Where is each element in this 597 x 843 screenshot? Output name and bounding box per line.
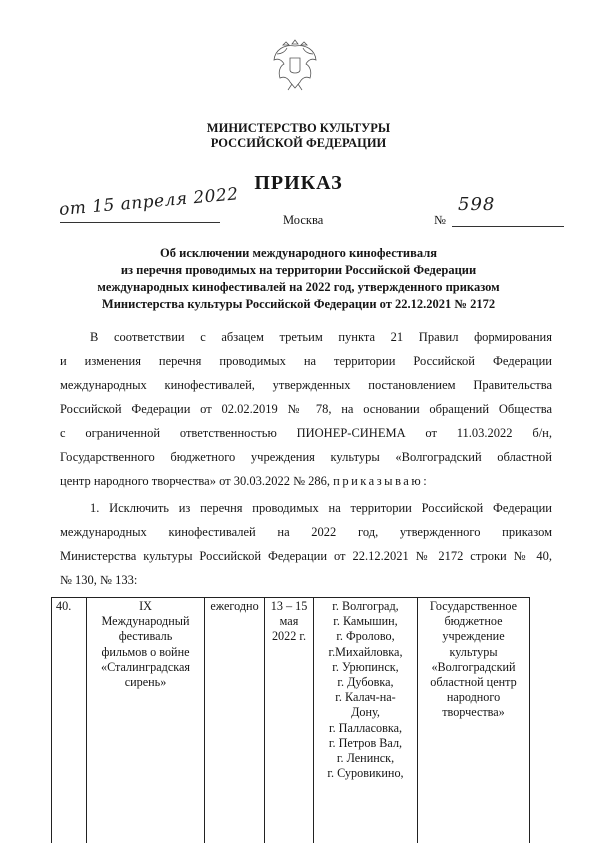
cell-line: творчества» (442, 705, 505, 720)
cell-line: г. Дубовка, (337, 675, 394, 690)
cell-line: мая (279, 614, 299, 629)
cell-line: г. Урюпинск, (332, 659, 399, 674)
coat-of-arms-emblem (270, 34, 320, 94)
cell-line: Дону, (351, 705, 380, 720)
cell-line: областной центр (430, 675, 517, 690)
cell-line: Государственное (429, 599, 518, 613)
heading-line: Министерства культуры Российской Федерации от 22.12.2021 № 2172 (101, 297, 496, 311)
cell-line: 13 – 15 (270, 599, 308, 613)
body-line: Министерства культуры Российской Федерации от 22.12.2021 № 2172 строки № 40, (60, 549, 552, 563)
cell-line: фильмов о войне (101, 644, 190, 659)
body-line: международных кинофестивалей на 2022 год, утвержденного приказом (60, 525, 552, 539)
cell-line: г. Ленинск, (336, 751, 395, 766)
body-line: и изменения перечня проводимых на территории Российской Федерации (60, 354, 552, 368)
order-number-handwritten: 598 (458, 194, 496, 215)
body-text: центр народного творчества» от 30.03.2022 № 286, (60, 474, 334, 488)
cell-line: «Волгоградский (431, 659, 516, 674)
order-date-handwritten: от 15 апреля 2022 (58, 184, 240, 220)
festival-table (51, 597, 530, 843)
cell-line: г. Волгоград, (332, 599, 399, 613)
date-underline (60, 222, 220, 223)
body-line: 1. Исключить из перечня проводимых на территории Российской Федерации (90, 501, 552, 515)
cell-line: учреждение (442, 629, 505, 644)
cell-line: г. Суровикино, (327, 766, 404, 781)
cell-line: г. Фролово, (336, 629, 395, 644)
dates-cell (265, 598, 314, 843)
cell-line: Международный (101, 614, 190, 629)
cell-line: культуры (449, 644, 498, 659)
cell-line: г. Калач-на- (335, 690, 396, 705)
city: Москва (283, 213, 324, 227)
ministry-name-line2: РОССИЙСКОЙ ФЕДЕРАЦИИ (210, 136, 387, 150)
heading-line: Об исключении международного кинофестиваля (160, 246, 437, 260)
cell-line: народного (446, 690, 501, 705)
cell-line: г. Камышин, (333, 614, 398, 629)
festival-name-cell (87, 598, 205, 843)
places-cell (314, 598, 418, 843)
document-title: ПРИКАЗ (254, 172, 343, 194)
body-line: В соответствии с абзацем третьим пункта 21 Правил формирования (90, 330, 552, 344)
row-number: 40. (52, 598, 87, 843)
organizer-cell (418, 598, 530, 843)
cell-line: г. Петров Вал, (328, 735, 403, 750)
cell-line: 2022 г. (271, 629, 307, 644)
body-line: Государственного бюджетного учреждения культуры «Волгоградский областной (60, 450, 552, 464)
periodicity-cell: ежегодно (205, 598, 265, 843)
number-sign: № (434, 213, 446, 227)
order-verb: приказываю: (333, 474, 430, 488)
body-line: Российской Федерации от 02.02.2019 № 78, на основании обращений Общества (60, 402, 552, 416)
body-line: с ограниченной ответственностью ПИОНЕР-СИНЕМА от 11.03.2022 б/н, (60, 426, 552, 440)
ministry-name-line1: МИНИСТЕРСТВО КУЛЬТУРЫ (206, 121, 391, 135)
heading-line: международных кинофестивалей на 2022 год, утвержденного приказом (97, 280, 500, 294)
cell-line: фестиваль (118, 629, 173, 644)
cell-line: IX (139, 599, 152, 613)
cell-line: «Сталинградская (100, 659, 191, 674)
cell-line: бюджетное (444, 614, 503, 629)
body-line-last (60, 470, 552, 492)
number-underline (452, 226, 564, 227)
cell-line: сирень» (124, 675, 167, 690)
cell-line: г. Палласовка, (328, 720, 403, 735)
body-line: международных кинофестивалей, утвержденных постановлением Правительства (60, 378, 552, 392)
heading-line: из перечня проводимых на территории Российской Федерации (120, 263, 477, 277)
body-line: № 130, № 133: (60, 573, 138, 587)
table-row (52, 598, 530, 843)
cell-line: г.Михайловка, (328, 644, 403, 659)
